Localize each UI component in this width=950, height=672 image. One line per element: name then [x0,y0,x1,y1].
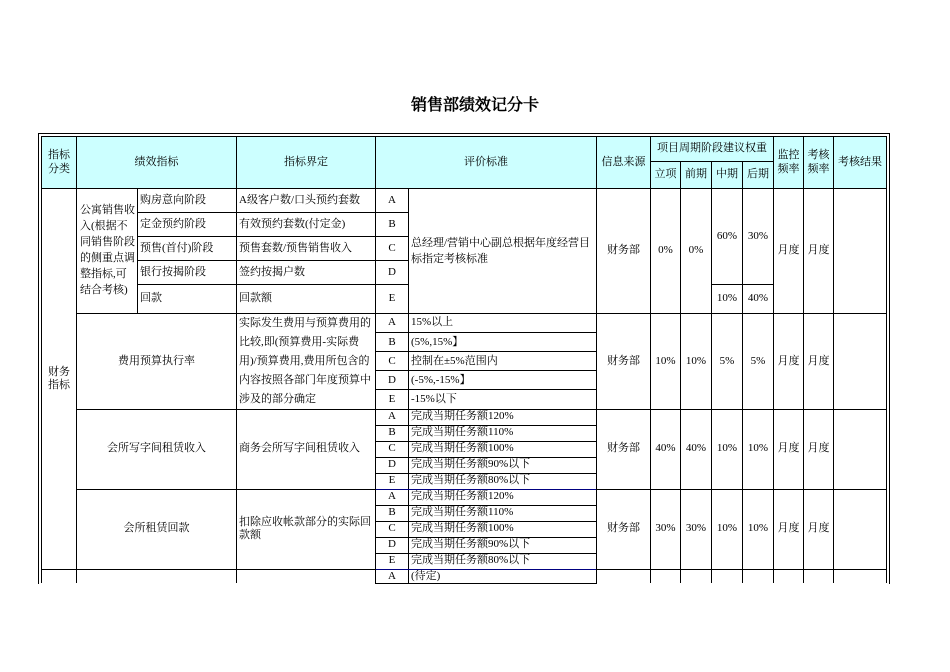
block4-grade-letter-cell: D [376,537,409,553]
block1-source-cell: 财务部 [597,189,651,314]
header-weights-group-cell: 项目周期阶段建议权重 [651,137,774,162]
block3-kpi-cell: 会所写字间租赁收入 [77,409,237,489]
scorecard-table-wrap [38,133,890,584]
block3-grade-text-cell: 完成当期任务额80%以下 [409,473,597,489]
block1-weight-houqi-huikuan-cell: 40% [743,285,774,314]
block4-grade-text-cell: 完成当期任务额80%以下 [409,553,597,569]
block4-grade-letter-cell: C [376,521,409,537]
pending-grade-letter-cell: A [376,569,409,583]
block3-grade-letter-cell: D [376,457,409,473]
header-stage-lixiang-cell: 立项 [651,162,681,189]
pending-grade-text-cell: (待定) [409,569,597,583]
block1-stage-cell: 回款 [138,285,237,314]
block2-monitor-cell: 月度 [774,314,804,410]
block4-grade-letter-cell: A [376,489,409,505]
block3-assess-cell: 月度 [804,409,834,489]
header-criteria-cell: 评价标准 [376,137,597,189]
header-monitor-cell: 监控频率 [774,137,804,189]
pending-weight-houqi-cell [743,569,774,583]
pending-category-cell [42,569,77,583]
header-result-cell: 考核结果 [834,137,887,189]
block4-definition-cell: 扣除应收帐款部分的实际回款额 [237,489,376,569]
block2-weight-qianqi-cell: 10% [681,314,712,410]
block1-stage-definition-cell: 有效预约套数(付定金) [237,213,376,237]
block4-monitor-cell: 月度 [774,489,804,569]
block2-assess-cell: 月度 [804,314,834,410]
block4-assess-cell: 月度 [804,489,834,569]
block1-grade-letter-cell: E [376,285,409,314]
block4-grade-letter-cell: B [376,505,409,521]
block4-source-cell: 财务部 [597,489,651,569]
header-stage-qianqi-cell: 前期 [681,162,712,189]
block3-definition-cell: 商务会所写字间租赁收入 [237,409,376,489]
block4-result-cell [834,489,887,569]
page-title: 销售部绩效记分卡 [410,97,539,114]
block3-grade-text-cell: 完成当期任务额120% [409,409,597,425]
block3-weight-zhongqi-cell: 10% [712,409,743,489]
block1-criteria-note-cell: 总经理/营销中心副总根据年度经营目标指定考核标准 [409,189,597,314]
block2-weight-lixiang-cell: 10% [651,314,681,410]
pending-kpi-cell [77,569,237,583]
block1-stage-cell: 银行按揭阶段 [138,261,237,285]
block3-grade-text-cell: 完成当期任务额110% [409,425,597,441]
header-category-cell: 指标分类 [42,137,77,189]
block1-weight-qianqi-cell: 0% [681,189,712,314]
block3-grade-text-cell: 完成当期任务额90%以下 [409,457,597,473]
block2-grade-text-cell: -15%以下 [409,390,597,409]
block2-grade-text-cell: 15%以上 [409,314,597,333]
header-stage-zhongqi-cell: 中期 [712,162,743,189]
block1-grade-letter-cell: B [376,213,409,237]
block1-result-cell [834,189,887,314]
category-cell: 财务指标 [42,189,77,570]
block4-weight-lixiang-cell: 30% [651,489,681,569]
block2-grade-text-cell: (5%,15%】 [409,333,597,352]
block2-definition-cell: 实际发生费用与预算费用的比较,即(预算费用-实际费用)/预算费用,费用所包含的内容按照各部门年度预算中涉及的部分确定 [237,314,376,410]
block2-kpi-cell: 费用预算执行率 [77,314,237,410]
block3-grade-text-cell: 完成当期任务额100% [409,441,597,457]
block1-weight-zhongqi-cell: 60% [712,189,743,285]
block2-weight-zhongqi-cell: 5% [712,314,743,410]
block3-grade-letter-cell: B [376,425,409,441]
pending-source-cell [597,569,651,583]
block1-weight-houqi-cell: 30% [743,189,774,285]
block1-stage-cell: 购房意向阶段 [138,189,237,213]
block2-grade-letter-cell: D [376,371,409,390]
block1-stage-definition-cell: 回款额 [237,285,376,314]
block3-weight-qianqi-cell: 40% [681,409,712,489]
pending-weight-zhongqi-cell [712,569,743,583]
block3-grade-letter-cell: A [376,409,409,425]
block4-kpi-cell: 会所租赁回款 [77,489,237,569]
pending-monitor-cell [774,569,804,583]
block4-grade-text-cell: 完成当期任务额100% [409,521,597,537]
pending-assess-cell [804,569,834,583]
block4-grade-text-cell: 完成当期任务额90%以下 [409,537,597,553]
block3-weight-lixiang-cell: 40% [651,409,681,489]
block2-grade-letter-cell: C [376,352,409,371]
block1-stage-definition-cell: A级客户数/口头预约套数 [237,189,376,213]
block1-assess-cell: 月度 [804,189,834,314]
block1-weight-zhongqi-huikuan-cell: 10% [712,285,743,314]
block3-monitor-cell: 月度 [774,409,804,489]
header-kpi-cell: 绩效指标 [77,137,237,189]
pending-weight-qianqi-cell [681,569,712,583]
scorecard-table [41,136,887,584]
pending-result-cell [834,569,887,583]
pending-weight-lixiang-cell [651,569,681,583]
block1-stage-cell: 预售(首付)阶段 [138,237,237,261]
block1-grade-letter-cell: A [376,189,409,213]
block3-grade-letter-cell: C [376,441,409,457]
block2-source-cell: 财务部 [597,314,651,410]
block4-weight-qianqi-cell: 30% [681,489,712,569]
block2-result-cell [834,314,887,410]
block2-grade-letter-cell: B [376,333,409,352]
block1-weight-lixiang-cell: 0% [651,189,681,314]
block3-grade-letter-cell: E [376,473,409,489]
block1-monitor-cell: 月度 [774,189,804,314]
block1-grade-letter-cell: D [376,261,409,285]
header-assess-cell: 考核频率 [804,137,834,189]
block1-stage-cell: 定金预约阶段 [138,213,237,237]
block3-result-cell [834,409,887,489]
block1-stage-definition-cell: 预售套数/预售销售收入 [237,237,376,261]
block4-weight-houqi-cell: 10% [743,489,774,569]
block1-grade-letter-cell: C [376,237,409,261]
block4-grade-letter-cell: E [376,553,409,569]
block3-source-cell: 财务部 [597,409,651,489]
pending-definition-cell [237,569,376,583]
header-source-cell: 信息来源 [597,137,651,189]
block2-grade-letter-cell: E [376,390,409,409]
header-definition-cell: 指标界定 [237,137,376,189]
block2-grade-text-cell: (-5%,-15%】 [409,371,597,390]
block3-weight-houqi-cell: 10% [743,409,774,489]
block1-stage-definition-cell: 签约按揭户数 [237,261,376,285]
header-stage-houqi-cell: 后期 [743,162,774,189]
block4-weight-zhongqi-cell: 10% [712,489,743,569]
block2-grade-text-cell: 控制在±5%范围内 [409,352,597,371]
block2-weight-houqi-cell: 5% [743,314,774,410]
block4-grade-text-cell: 完成当期任务额110% [409,505,597,521]
block4-grade-text-cell: 完成当期任务额120% [409,489,597,505]
block1-kpi-cell: 公寓销售收入(根据不同销售阶段的侧重点调整指标,可结合考核) [77,189,138,314]
block2-grade-letter-cell: A [376,314,409,333]
